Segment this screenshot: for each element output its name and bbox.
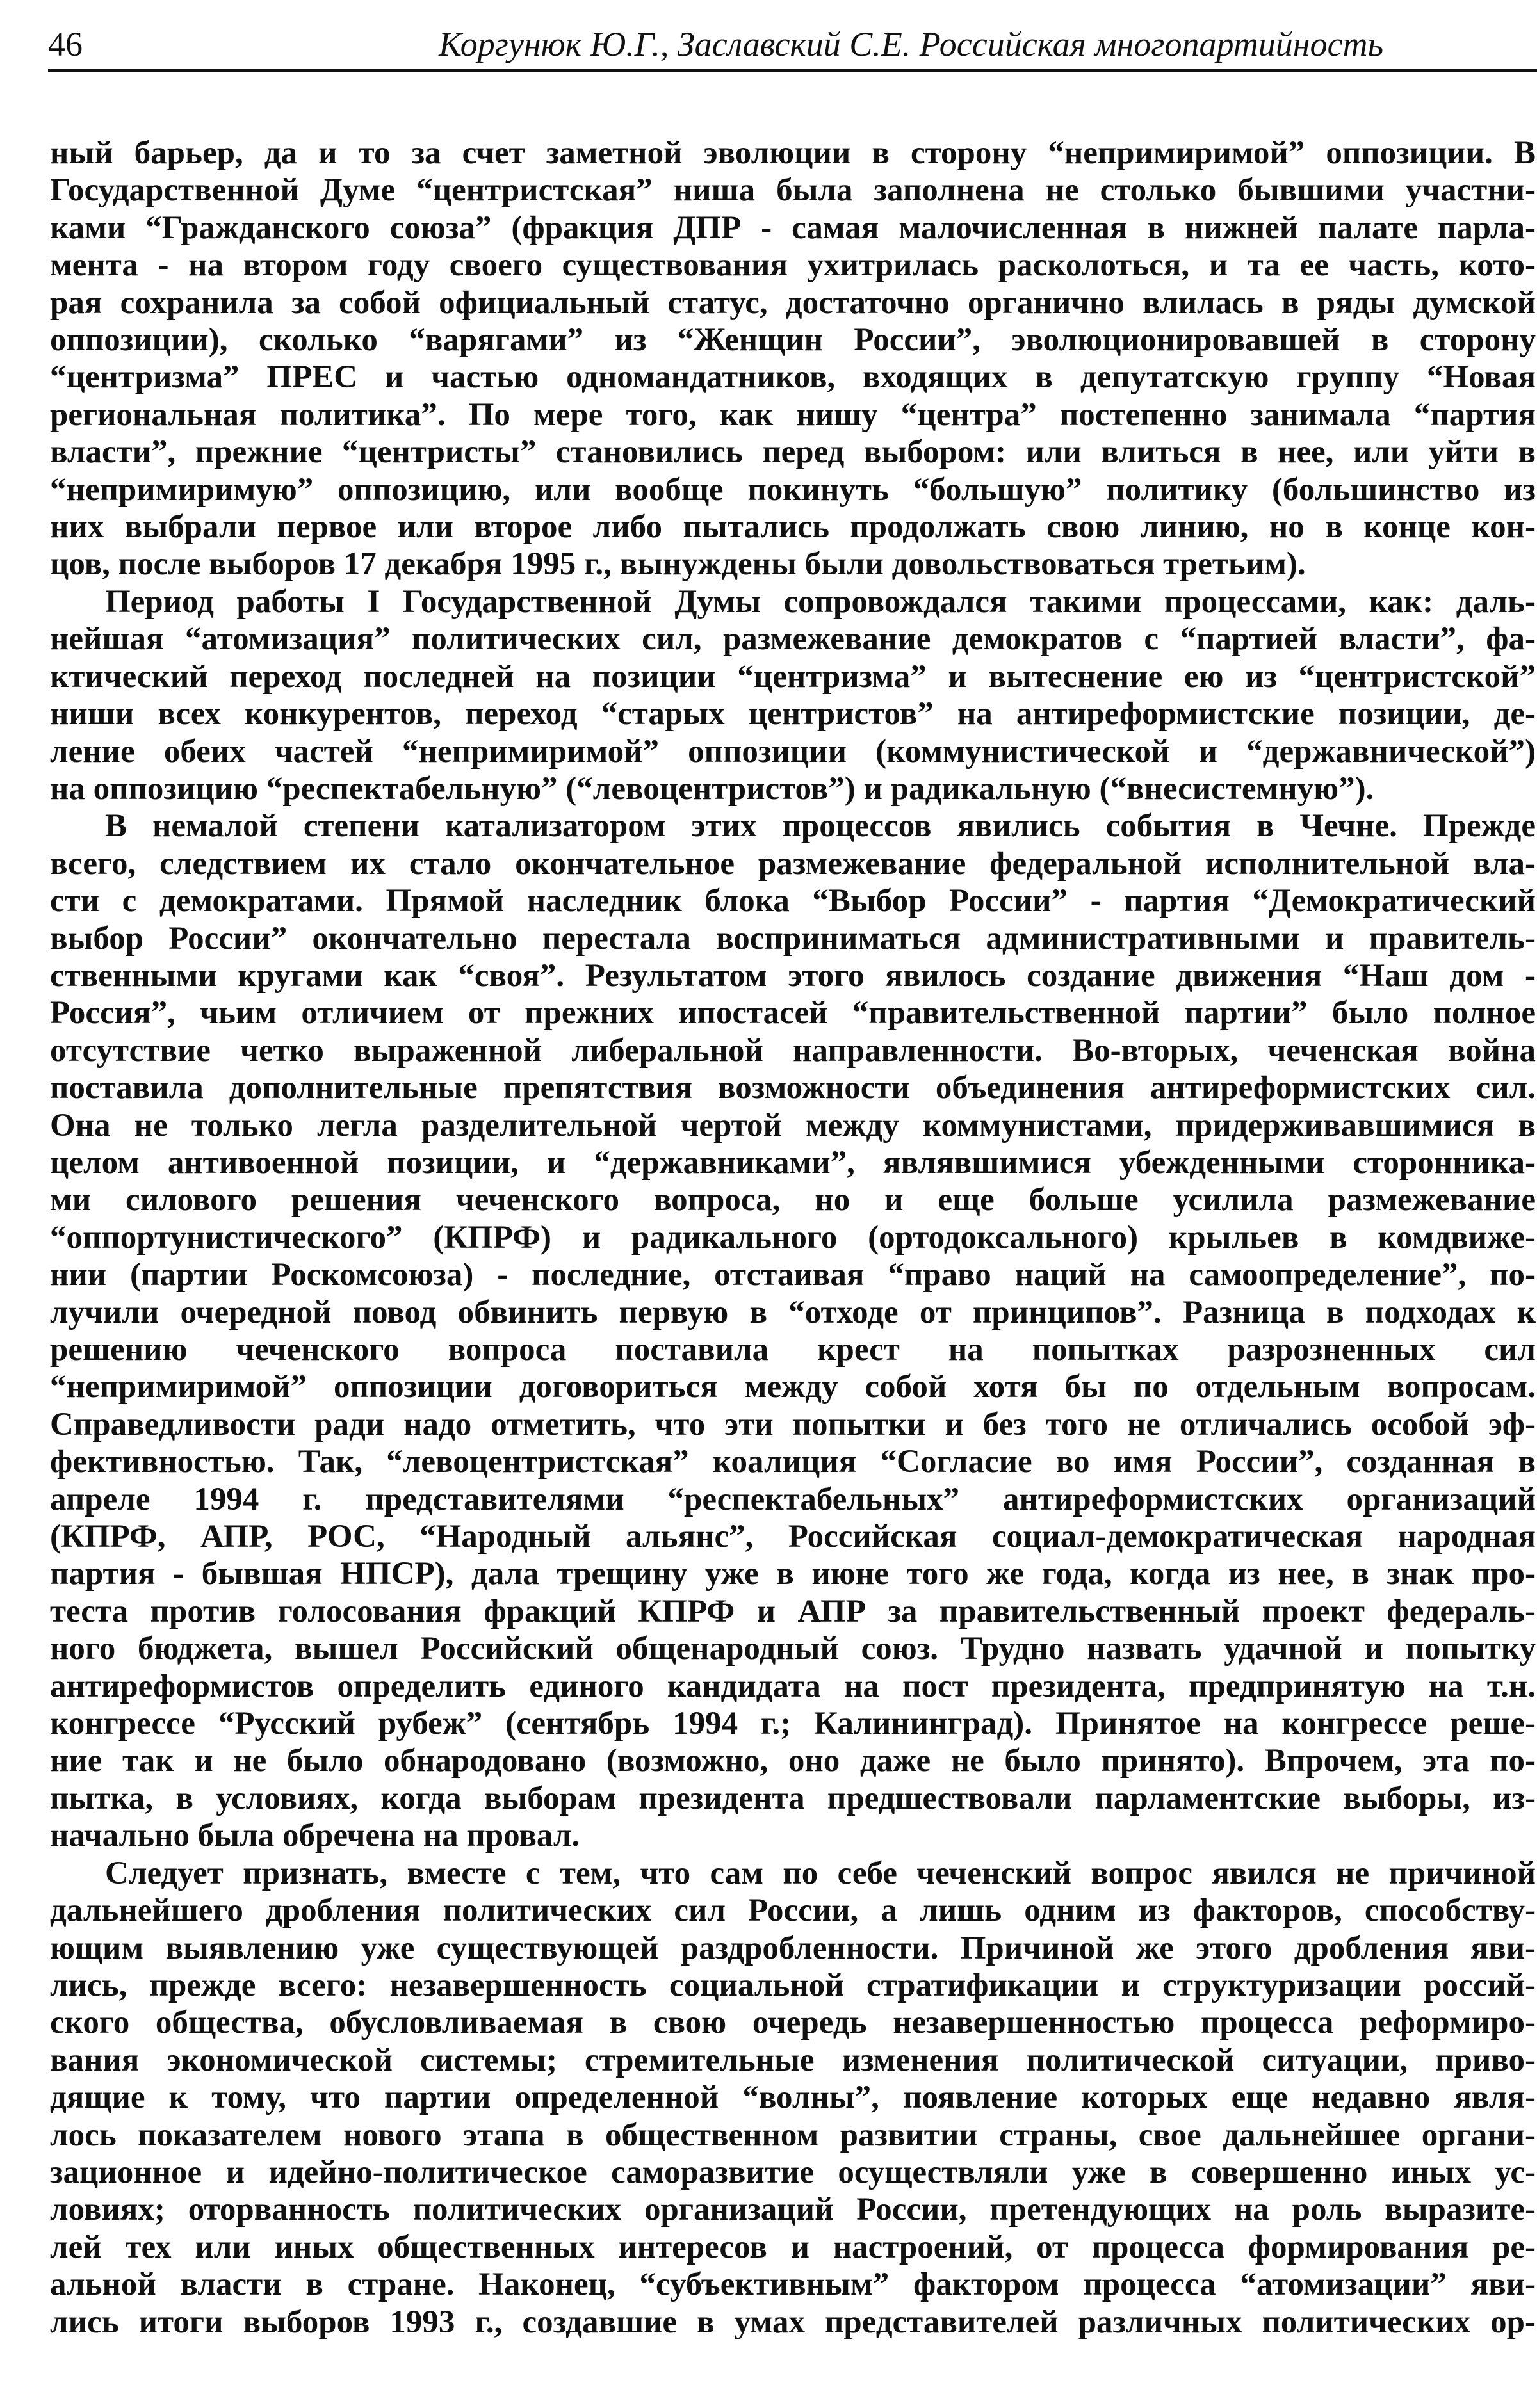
text-line: “непримиримую” оппозицию, или вообще покинуть “большую” политику (большинство из bbox=[50, 471, 1536, 508]
text-line: оппозиции), сколько “варягами” из “Женщин России”, эволюционировавшей в сторону bbox=[50, 322, 1536, 359]
text-line: альной власти в стране. Наконец, “субъективным” фактором процесса “атомизации” яви- bbox=[50, 2267, 1536, 2303]
text-line: мента - на втором году своего существования ухитрилась расколоться, и та ее часть, кото- bbox=[50, 247, 1536, 284]
text-line: сти с демократами. Прямой наследник блока “Выбор России” - партия “Демократический bbox=[50, 883, 1536, 919]
text-line: Период работы I Государственной Думы сопровождался такими процессами, как: даль- bbox=[105, 583, 1536, 620]
text-line: “непримиримой” оппозиции договориться между собой хотя бы по отдельным вопросам. bbox=[50, 1369, 1536, 1405]
text-line: целом антивоенной позиции, и “державниками”, являвшимися убежденными сторонника- bbox=[50, 1144, 1536, 1181]
text-line: них выбрали первое или второе либо пытались продолжать свою линию, но в конце кон- bbox=[50, 509, 1536, 545]
text-line: ный барьер, да и то за счет заметной эволюции в сторону “непримиримой” оппозиции. В bbox=[50, 135, 1536, 171]
text-line: Следует признать, вместе с тем, что сам по себе чеченский вопрос явился не причиной bbox=[105, 1855, 1536, 1891]
text-line: теста против голосования фракций КПРФ и АПР за правительственный проект федераль- bbox=[50, 1593, 1536, 1629]
text-line: зационное и идейно-политическое саморазвитие осуществляли уже в совершенно иных ус- bbox=[50, 2154, 1536, 2190]
text-line: лись, прежде всего: незавершенность социальной стратификации и структуризации россий- bbox=[50, 1967, 1536, 2003]
text-line: решению чеченского вопроса поставила крест на попытках разрозненных сил bbox=[50, 1332, 1536, 1368]
text-line: региональная политика”. По мере того, как нишу “центра” постепенно занимала “партия bbox=[50, 396, 1536, 433]
text-line: власти”, прежние “центристы” становились перед выбором: или влиться в нее, или уйти в bbox=[50, 434, 1536, 471]
text-line: дящие к тому, что партии определенной “волны”, появление которых еще недавно явля- bbox=[50, 2080, 1536, 2116]
text-line: В немалой степени катализатором этих процессов явились события в Чечне. Прежде bbox=[105, 808, 1536, 844]
text-line: ление обеих частей “непримиримой” оппозиции (коммунистической и “державнической”) bbox=[50, 733, 1536, 770]
text-line: нии (партии Роскомсоюза) - последние, отстаивая “право наций на самоопределение”, по- bbox=[50, 1257, 1536, 1293]
text-line: фективностью. Так, “левоцентристская” коалиция “Согласие во имя России”, созданная в bbox=[50, 1444, 1536, 1480]
text-line: Справедливости ради надо отметить, что эти попытки и без того не отличались особой эф- bbox=[50, 1406, 1536, 1442]
text-line: ниши всех конкурентов, переход “старых центристов” на антиреформистские позиции, де- bbox=[50, 696, 1536, 732]
text-line: лучили очередной повод обвинить первую в “отходе от принципов”. Разница в подходах к bbox=[50, 1294, 1536, 1330]
text-line: начально была обречена на провал. bbox=[50, 1818, 580, 1854]
body-text bbox=[50, 134, 1536, 2341]
text-line: лей тех или иных общественных интересов и настроений, от процесса формирования ре- bbox=[50, 2229, 1536, 2265]
paragraph bbox=[50, 1855, 1536, 2341]
text-line: цов, после выборов 17 декабря 1995 г., вынуждены были довольствоваться третьим). bbox=[50, 546, 1306, 583]
page-number: 46 bbox=[48, 25, 83, 63]
text-line: ками “Гражданского союза” (фракция ДПР - самая малочисленная в нижней палате парла- bbox=[50, 209, 1536, 246]
text-line: Россия”, чьим отличием от прежних ипостасей “правительственной партии” было полное bbox=[50, 995, 1536, 1031]
text-line: выбор России” окончательно перестала восприниматься административными и правитель- bbox=[50, 920, 1536, 957]
paragraph bbox=[50, 583, 1536, 807]
running-title: Коргунюк Ю.Г., Заславский С.Е. Российская многопартийность bbox=[439, 25, 1384, 63]
text-line: ющим выявлению уже существующей раздробленности. Причиной же этого дробления яви- bbox=[50, 1930, 1536, 1966]
paragraph bbox=[50, 807, 1536, 1854]
text-line: лось показателем нового этапа в общественном развитии страны, свое дальнейшее органи- bbox=[50, 2117, 1536, 2153]
text-line: поставила дополнительные препятствия возможности объединения антиреформистских сил. bbox=[50, 1070, 1536, 1106]
text-line: конгрессе “Русский рубеж” (сентябрь 1994 г.; Калининград). Принятое на конгрессе реше- bbox=[50, 1706, 1536, 1742]
text-line: ние так и не было обнародовано (возможно, оно даже не было принято). Впрочем, эта по- bbox=[50, 1743, 1536, 1779]
text-line: всего, следствием их стало окончательное размежевание федеральной исполнительной вла- bbox=[50, 845, 1536, 882]
text-line: партия - бывшая НПСР), дала трещину уже в июне того же года, когда из нее, в знак про- bbox=[50, 1556, 1536, 1592]
text-line: “центризма” ПРЕС и частью одномандатников, входящих в депутатскую группу “Новая bbox=[50, 359, 1536, 396]
text-line: ловиях; оторванность политических организаций России, претендующих на роль выразите- bbox=[50, 2192, 1536, 2228]
text-line: антиреформистов определить единого кандидата на пост президента, предпринятую на т.н. bbox=[50, 1668, 1536, 1704]
text-line: пытка, в условиях, когда выборам президента предшествовали парламентские выборы, из- bbox=[50, 1780, 1536, 1816]
text-line: лись итоги выборов 1993 г., создавшие в умах представителей различных политических ор- bbox=[50, 2304, 1536, 2340]
paragraph bbox=[50, 134, 1536, 583]
text-line: Она не только легла разделительной чертой между коммунистами, придерживавшимися в bbox=[50, 1107, 1536, 1143]
text-line: ного бюджета, вышел Российский общенародный союз. Трудно назвать удачной и попытку bbox=[50, 1631, 1536, 1667]
text-line: дальнейшего дробления политических сил России, а лишь одним из факторов, способству- bbox=[50, 1893, 1536, 1929]
text-line: вания экономической системы; стремительные изменения политической ситуации, приво- bbox=[50, 2042, 1536, 2078]
text-line: ми силового решения чеченского вопроса, но и еще больше усилила размежевание bbox=[50, 1182, 1536, 1218]
text-line: отсутствие четко выраженной либеральной направленности. Во-вторых, чеченская война bbox=[50, 1032, 1536, 1069]
text-line: нейшая “атомизация” политических сил, размежевание демократов с “партией власти”, фа- bbox=[50, 621, 1536, 658]
text-line: ственными кругами как “своя”. Результатом этого явилось создание движения “Наш дом - bbox=[50, 957, 1536, 994]
text-line: ского общества, обусловливаемая в свою очередь незавершенностью процесса реформиро- bbox=[50, 2005, 1536, 2041]
text-line: ктический переход последней на позиции “центризма” и вытеснение ею из “центристской” bbox=[50, 658, 1536, 695]
text-line: апреле 1994 г. представителями “респектабельных” антиреформистских организаций bbox=[50, 1481, 1536, 1517]
text-line: “оппортунистического” (КПРФ) и радикального (ортодоксального) крыльев в комдвиже- bbox=[50, 1219, 1536, 1256]
text-line: рая сохранила за собой официальный статус, достаточно органично влилась в ряды думской bbox=[50, 284, 1536, 321]
text-line: Государственной Думе “центристская” ниша была заполнена не столько бывшими участни- bbox=[50, 172, 1536, 209]
text-line: (КПРФ, АПР, РОС, “Народный альянс”, Российская социал-демократическая народная bbox=[50, 1519, 1536, 1555]
running-header bbox=[48, 18, 1537, 72]
text-line: на оппозицию “респектабельную” (“левоцентристов”) и радикальную (“внесистемную”). bbox=[50, 770, 1374, 807]
